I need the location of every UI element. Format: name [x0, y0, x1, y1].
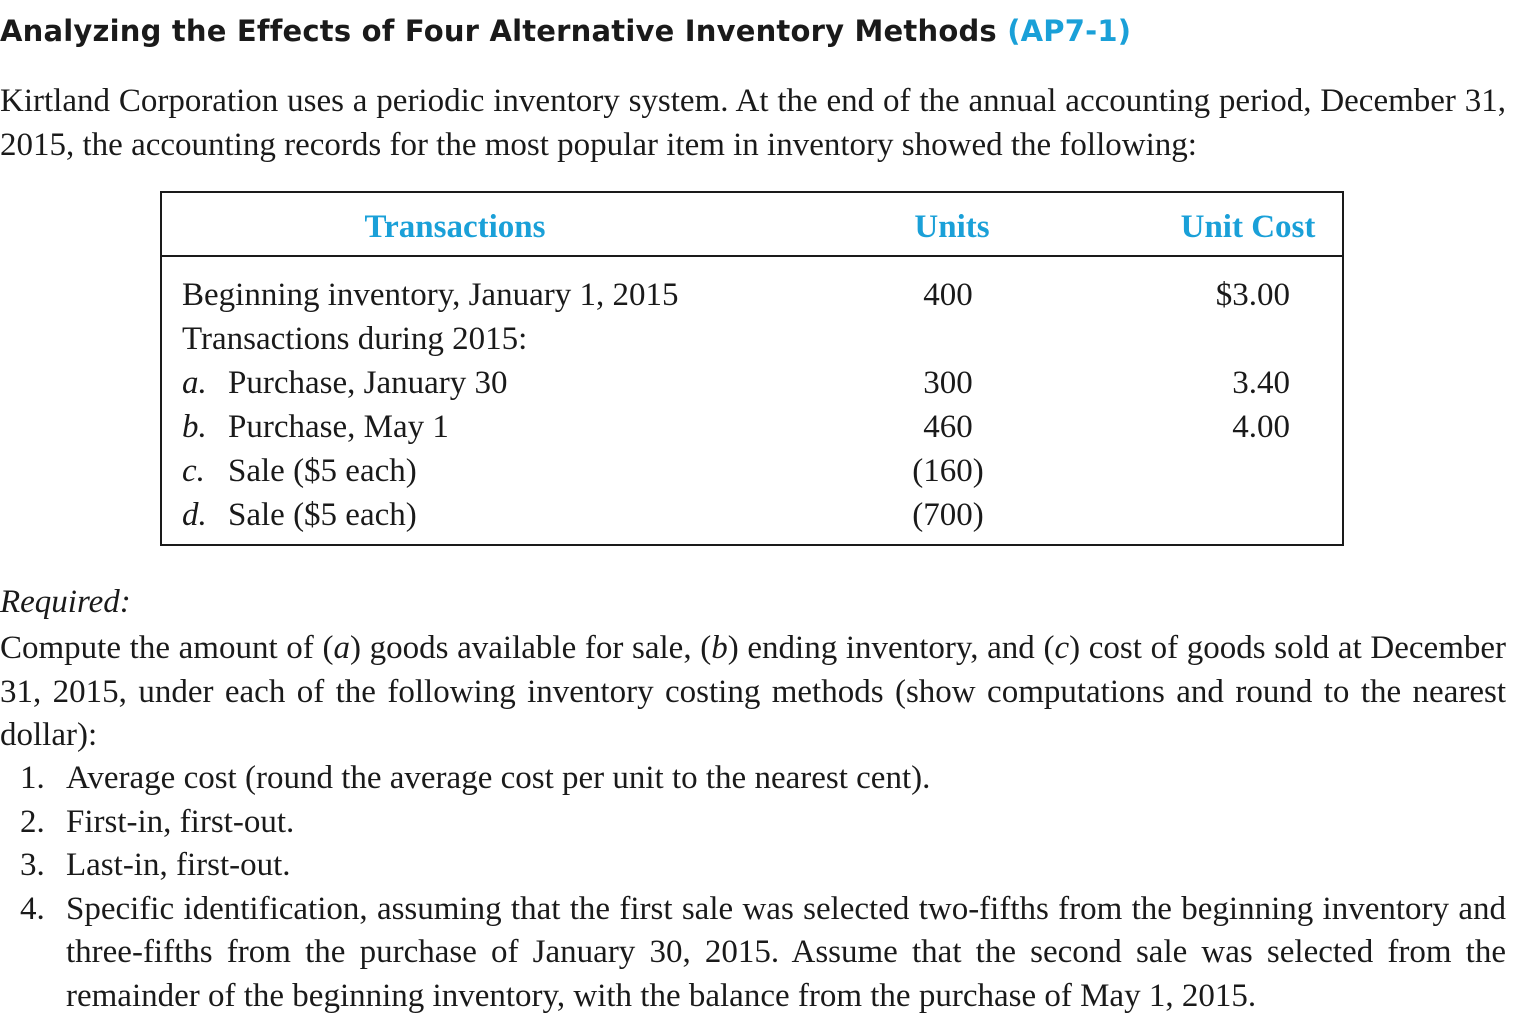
column-header-transactions: Transactions	[364, 209, 546, 245]
item-text: Last-in, first-out.	[66, 847, 291, 883]
exercise-title	[0, 14, 1131, 48]
table-row	[162, 273, 1342, 317]
header-divider	[162, 255, 1342, 257]
required-label: Required:	[0, 584, 131, 620]
item-text: Specific identification, assuming that the first sale was selected two-fifths from the beginning inventory and three-fifths from the purchase of January 30, 2015. Assume that the second sale was selected from the remainder of the beginning inventory, with the balance from the purchase of May 1, 2015.	[66, 890, 1506, 1014]
row-description: c. Sale ($5 each)	[182, 449, 417, 493]
list-item	[0, 757, 1506, 801]
item-number: 2.	[20, 803, 45, 840]
required-paragraph: Compute the amount of (a) goods available for sale, (b) ending inventory, and (c) cost of goods sold at December 31, 2015, under each of the following inventory costing methods (show computations and round to the nearest dollar):	[0, 630, 1506, 753]
row-units: 300	[923, 365, 973, 401]
transactions-table	[160, 191, 1344, 546]
row-unit-cost: 4.00	[1232, 409, 1290, 445]
row-letter: b.	[182, 409, 207, 445]
list-item	[0, 844, 1506, 888]
intro-paragraph: Kirtland Corporation uses a periodic inventory system. At the end of the annual accounting period, December 31, 2015, the accounting records for the most popular item in inventory showed the following:	[0, 83, 1506, 163]
exercise-title-text: Analyzing the Effects of Four Alternative Inventory Methods	[0, 14, 997, 48]
list-item	[0, 801, 1506, 845]
row-units: 400	[923, 277, 973, 313]
row-units: (700)	[912, 497, 984, 533]
row-units: (160)	[912, 453, 984, 489]
item-text: First-in, first-out.	[66, 803, 295, 840]
row-unit-cost: 3.40	[1232, 365, 1290, 401]
row-letter: d.	[182, 497, 207, 533]
table-row	[162, 449, 1342, 493]
column-header-units: Units	[914, 209, 990, 245]
table-row	[162, 493, 1342, 537]
column-header-unit-cost: Unit Cost	[1180, 209, 1316, 245]
table-row	[162, 361, 1342, 405]
item-number: 4.	[20, 890, 45, 927]
row-description: b. Purchase, May 1	[182, 405, 449, 449]
table-row	[162, 317, 1342, 361]
table-row	[162, 405, 1342, 449]
row-letter: a.	[182, 365, 207, 401]
row-letter: c.	[182, 453, 205, 489]
item-text: Average cost (round the average cost per unit to the nearest cent).	[66, 760, 931, 796]
row-description: Beginning inventory, January 1, 2015	[182, 277, 679, 313]
row-description: Transactions during 2015:	[182, 321, 528, 357]
list-item	[0, 888, 1506, 1019]
row-units: 460	[923, 409, 973, 445]
methods-list	[0, 757, 1506, 1018]
row-unit-cost: $3.00	[1215, 277, 1290, 313]
item-number: 1.	[20, 760, 45, 796]
exercise-code: (AP7-1)	[1007, 14, 1132, 48]
row-description: d. Sale ($5 each)	[182, 493, 417, 537]
row-description: a. Purchase, January 30	[182, 361, 508, 405]
item-number: 3.	[20, 847, 45, 883]
